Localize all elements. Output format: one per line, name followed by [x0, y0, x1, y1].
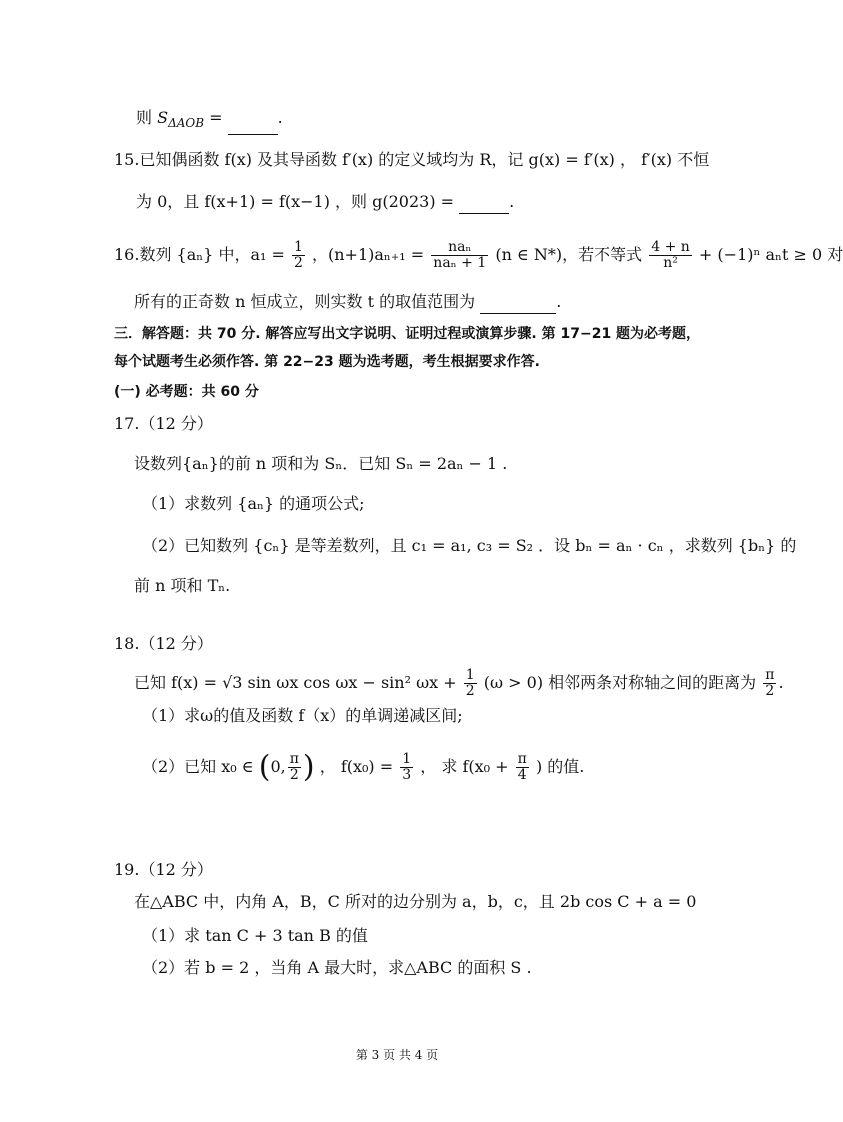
fraction-inequality: $\frac{4 + n}{\text{n²}}$	[651, 239, 690, 271]
q17-part2: （2）已知数列 {cₙ} 是等差数列，且 c₁ = a₁, c₃ = S₂ ．设 bₙ = aₙ · cₙ ，求数列 {bₙ} 的	[142, 536, 797, 555]
fraction-pi-over-4: $\frac{\pi}{4}$	[517, 751, 527, 783]
answer-blank-q15	[459, 195, 509, 214]
q18-head: 18.（12 分）	[114, 634, 213, 653]
section3-line1: 三．解答题：共 70 分. 解答应写出文字说明、证明过程或演算步骤. 第 17−21 题为必考题，	[114, 326, 701, 342]
fraction-a1: $\frac{1}{2}$	[293, 239, 303, 271]
fraction-pi-over-2: $\frac{\pi}{2}$	[765, 667, 775, 699]
q17-part2-cont: 前 n 项和 Tₙ.	[134, 576, 231, 595]
q19-line1: 在△ABC 中，内角 A，B，C 所对的边分别为 a，b，c，且 2b cos C + a = 0	[134, 892, 697, 911]
s-aob-symbol: $S_{\Delta AOB}$	[157, 108, 205, 131]
q17-head: 17.（12 分）	[114, 414, 213, 433]
left-paren: (	[258, 749, 271, 785]
q19-head: 19.（12 分）	[114, 860, 213, 879]
q19-part1: （1）求 tan C + 3 tan B 的值	[142, 926, 368, 945]
answer-blank-q16	[480, 295, 556, 314]
q15-line2: 为 0，且 f(x+1) = f(x−1) ，则 g(2023) = .	[136, 190, 514, 214]
section3-sub: (一) 必考题：共 60 分	[114, 384, 259, 400]
fraction-one-third: $\frac{1}{3}$	[402, 751, 412, 783]
q15-line1: 15.已知偶函数 f(x) 及其导函数 f′(x) 的定义域均为 R，记 g(x) = f′(x) ， f′(x) 不恒	[114, 150, 710, 169]
q17-part1: （1）求数列 {aₙ} 的通项公式;	[142, 494, 365, 513]
q19-part2: （2）若 b = 2 ，当角 A 最大时，求△ABC 的面积 S .	[142, 958, 532, 977]
q17-line1: 设数列{aₙ}的前 n 项和为 Sₙ．已知 Sₙ = 2aₙ − 1 .	[134, 454, 508, 473]
q18-line1: 已知 f(x) = √3 sin ωx cos ωx − sin² ωx + $\frac{1}{2}$ (ω > 0) 相邻两条对称轴之间的距离为 $\frac{\pi}{2}$ .	[134, 667, 784, 699]
q18-part1: （1）求ω的值及函数 f（x）的单调递减区间;	[142, 706, 463, 725]
fraction-interval: $\frac{\pi}{2}$	[289, 751, 299, 783]
fraction-recurrence: $\frac{\text{naₙ}}{\text{naₙ + 1}}$	[433, 239, 487, 271]
q16-line2: 所有的正奇数 n 恒成立，则实数 t 的取值范围为 .	[134, 290, 561, 314]
section3-line2: 每个试题考生必须作答. 第 22−23 题为选考题，考生根据要求作答.	[114, 354, 540, 370]
q16-line1: 16.数列 {aₙ} 中，a₁ = $\frac{1}{2}$ ，(n+1)aₙ₊₁ = $\frac{\text{naₙ}}{\text{naₙ + 1}}$ (n ∈ N*)，若不等式 $\frac{4 + n}{\text{n²}}$ + (−1)ⁿ aₙt ≥ 0 对	[114, 239, 843, 271]
fraction-half: $\frac{1}{2}$	[465, 667, 475, 699]
page-footer: 第 3 页 共 4 页	[355, 1048, 439, 1062]
q14-tail-line: 则 $S_{\Delta AOB}$ = .	[136, 106, 283, 135]
q18-part2: （2）已知 x₀ ∈ (0, $\frac{\pi}{2}$ ) ， f(x₀) = $\frac{1}{3}$ ， 求 f(x₀ + $\frac{\pi}{4}$ ) 的值.	[142, 749, 585, 785]
right-paren: )	[302, 749, 315, 785]
answer-blank-q14	[228, 116, 278, 135]
